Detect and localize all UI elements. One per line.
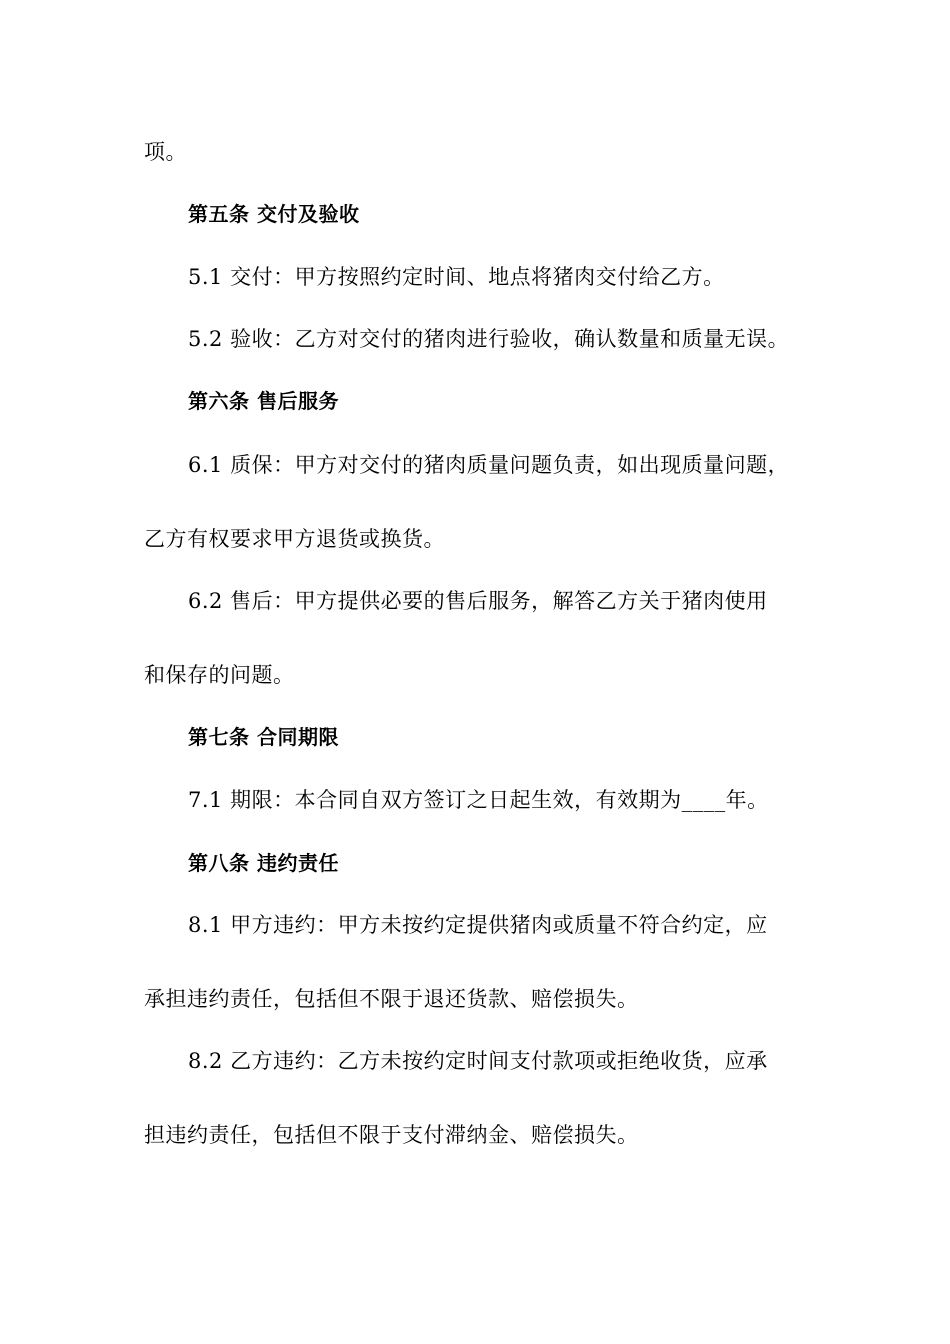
section-heading-8: 第八条 违约责任 (188, 851, 339, 875)
clause-6-2-line-2: 和保存的问题。 (144, 663, 295, 687)
clause-8-1-line-1: 8.1 甲方违约：甲方未按约定提供猪肉或质量不符合约定，应 (188, 913, 768, 937)
clause-6-1-line-1: 6.1 质保：甲方对交付的猪肉质量问题负责，如出现质量问题， (188, 453, 790, 477)
clause-8-2-line-1: 8.2 乙方违约：乙方未按约定时间支付款项或拒绝收货，应承 (188, 1049, 768, 1073)
clause-8-1-line-2: 承担违约责任，包括但不限于退还货款、赔偿损失。 (144, 987, 639, 1011)
section-heading-6: 第六条 售后服务 (188, 389, 339, 413)
clause-5-1: 5.1 交付：甲方按照约定时间、地点将猪肉交付给乙方。 (188, 265, 725, 289)
section-heading-5: 第五条 交付及验收 (188, 202, 360, 226)
clause-6-1-line-2: 乙方有权要求甲方退货或换货。 (144, 527, 445, 551)
continuation-text: 项。 (144, 140, 187, 164)
section-heading-7: 第七条 合同期限 (188, 725, 339, 749)
clause-5-2: 5.2 验收：乙方对交付的猪肉进行验收，确认数量和质量无误。 (188, 327, 790, 351)
clause-6-2-line-1: 6.2 售后：甲方提供必要的售后服务，解答乙方关于猪肉使用 (188, 589, 768, 613)
clause-8-2-line-2: 担违约责任，包括但不限于支付滞纳金、赔偿损失。 (144, 1123, 639, 1147)
clause-7-1: 7.1 期限：本合同自双方签订之日起生效，有效期为____年。 (188, 788, 769, 812)
